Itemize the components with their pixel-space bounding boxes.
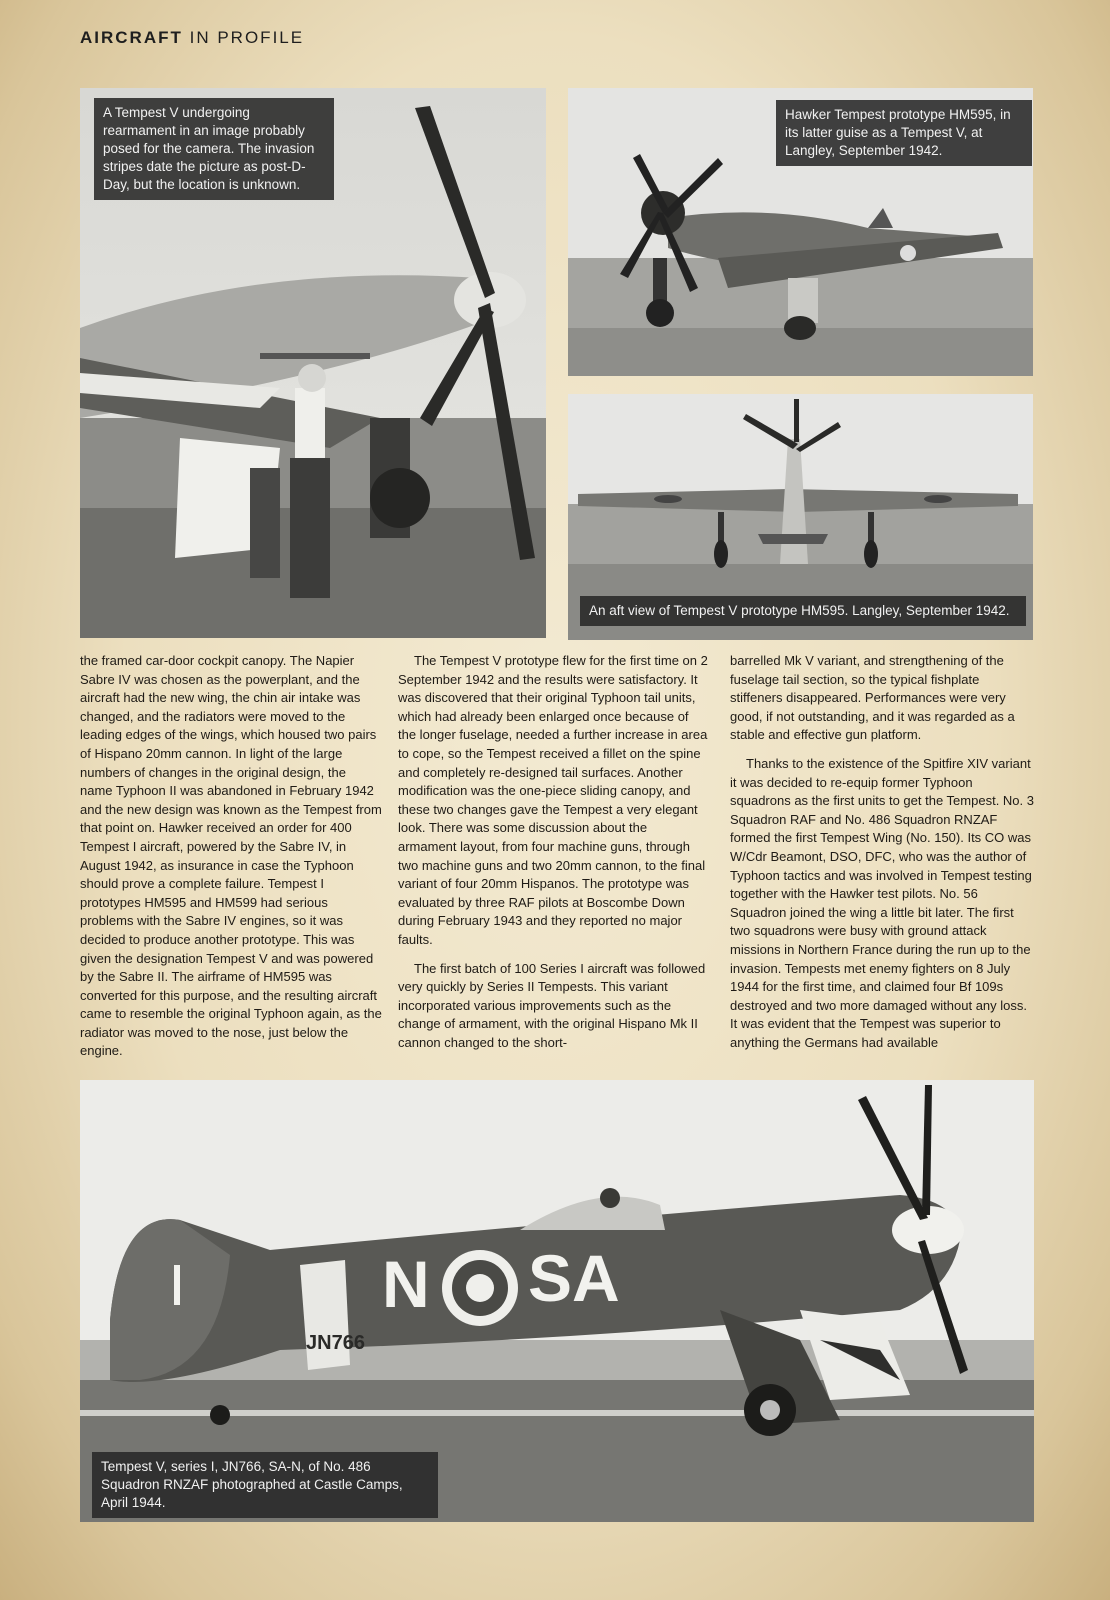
text-column-1 [80,652,382,1071]
photo-rearmament [80,88,546,638]
serial-number: JN766 [306,1332,365,1354]
paragraph: The Tempest V prototype flew for the first time on 2 September 1942 and the results were satisfactory. It was discovered that their original Typhoon tail units, which had already been enlarged once because of the longer fuselage, needed a further increase in area to cope, so the Tempest received a fillet on the spine and completely re-designed tail surfaces. Another modification was the one-piece sliding canopy, and these two changes gave the Tempest a very elegant look. There was some discussion about the armament layout, from four machine guns, through two machine guns and two 20mm cannon, to the final variant of four 20mm Hispanos. The prototype was evaluated by three RAF pilots at Boscombe Down during February 1943 and they reported no major faults. [398,653,708,947]
paragraph: the framed car-door cockpit canopy. The Napier Sabre IV was chosen as the powerplant, and the aircraft had the new wing, the chin air intake was changed, and the radiators were moved to the leading edges of the wings, which housed two pairs of Hispano 20mm cannon. In light of the large numbers of changes in the original design, the name Typhoon II was abandoned in February 1942 and the new design was known as the Tempest from that point on. Hawker received an order for 400 Tempest I aircraft, powered by the Sabre IV, in August 1942, as insurance in case the Typhoon should prove a complete failure. Tempest I prototypes HM595 and HM599 had serious problems with the Sabre IV engines, so it was decided to produce another prototype. This was given the designation Tempest V and was powered by the Sabre II. The airframe of HM595 was converted for this purpose, and the resulting aircraft came to resemble the original Typhoon again, as the radiator was moved to the nose, just below the engine. [80,653,382,1059]
paragraph: Thanks to the existence of the Spitfire XIV variant it was decided to re-equip former Typhoon squadrons as the first units to get the Tempest. No. 3 Squadron RAF and No. 486 Squadron RNZAF formed the first Tempest Wing (No. 150). Its CO was W/Cdr Beamont, DSO, DFC, who was the author of Typhoon tactics and was involved in Tempest testing together with the Hawker test pilots. No. 56 Squadron joined the wing a little bit later. The first two squadrons were busy with ground attack missions in Northern France during the run up to the invasion. Tempests met enemy fighters on 8 July 1944 for the first time, and claimed four Bf 109s destroyed and two more damaged without any loss. It was evident that the Tempest was superior to anything the Germans had available [730,755,1034,1050]
caption-prototype-front: Hawker Tempest prototype HM595, in its latter guise as a Tempest V, at Langley, September 1942. [776,100,1032,166]
caption-prototype-aft: An aft view of Tempest V prototype HM595. Langley, September 1942. [580,596,1026,626]
caption-rearmament: A Tempest V undergoing rearmament in an image probably posed for the camera. The invasion stripes date the picture as post-D-Day, but the location is unknown. [94,98,334,200]
text-column-2 [398,652,708,1062]
photo-prototype-front [568,88,1033,376]
text-column-3 [730,652,1034,1062]
paragraph: The first batch of 100 Series I aircraft was followed very quickly by Series II Tempests. This variant incorporated various improvements such as the change of armament, with the original Hispano Mk II cannon changed to the short- [398,960,706,1050]
code-letters-sa: SA [528,1241,620,1315]
section-header [80,28,304,48]
photo-jn766 [80,1080,1034,1522]
photo-prototype-aft [568,394,1033,640]
section-title-bold: AIRCRAFT [80,28,183,47]
paragraph: barrelled Mk V variant, and strengthening of the fuselage tail section, so the typical fishplate stiffeners disappeared. Performances were very good, if not outstanding, and it was regarded as a stable and effective gun platform. [730,653,1015,743]
caption-jn766: Tempest V, series I, JN766, SA-N, of No. 486 Squadron RNZAF photographed at Castle Camps, April 1944. [92,1452,438,1518]
section-title-light: IN PROFILE [189,28,305,47]
code-letter-n: N [382,1247,430,1321]
